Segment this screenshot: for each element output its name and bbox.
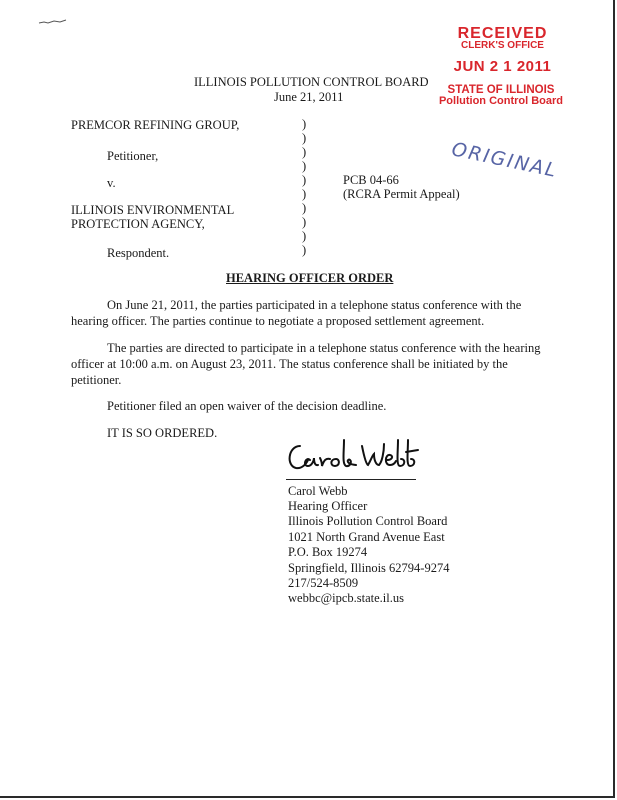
board-name: ILLINOIS POLLUTION CONTROL BOARD bbox=[194, 75, 429, 89]
petitioner-role: Petitioner, bbox=[107, 149, 159, 163]
paren-6: ) bbox=[302, 187, 307, 201]
header-date: June 21, 2011 bbox=[274, 90, 344, 104]
paren-3: ) bbox=[302, 145, 307, 159]
original-stamp: ORIGINAL bbox=[449, 138, 560, 183]
email-address: webbc@ipcb.state.il.us bbox=[288, 591, 404, 605]
petitioner-name: PREMCOR REFINING GROUP, bbox=[71, 118, 240, 132]
case-type: (RCRA Permit Appeal) bbox=[343, 187, 460, 201]
respondent-role: Respondent. bbox=[107, 246, 170, 260]
paren-4: ) bbox=[302, 159, 307, 173]
signer-organization: Illinois Pollution Control Board bbox=[288, 514, 448, 528]
scan-mark-icon bbox=[38, 18, 70, 26]
stamp-date: JUN 2 1 2011 bbox=[453, 58, 552, 75]
address-line-2: P.O. Box 19274 bbox=[288, 545, 368, 559]
paren-7: ) bbox=[302, 201, 307, 215]
paren-2: ) bbox=[302, 131, 307, 145]
respondent-name-line2: PROTECTION AGENCY, bbox=[71, 217, 205, 231]
stamp-clerks-office: CLERK'S OFFICE bbox=[461, 40, 544, 51]
case-number: PCB 04-66 bbox=[343, 173, 399, 187]
stamp-state: STATE OF ILLINOIS bbox=[447, 84, 555, 96]
order-title: HEARING OFFICER ORDER bbox=[226, 271, 394, 285]
paren-8: ) bbox=[302, 215, 307, 229]
address-line-1: 1021 North Grand Avenue East bbox=[288, 530, 445, 544]
stamp-received: RECEIVED bbox=[457, 25, 548, 42]
order-paragraph-3: Petitioner filed an open waiver of the decision deadline. bbox=[107, 399, 387, 413]
paren-10: ) bbox=[302, 243, 307, 257]
paren-9: ) bbox=[302, 229, 307, 243]
signature-line bbox=[286, 479, 416, 480]
signer-name: Carol Webb bbox=[288, 484, 348, 498]
handwritten-signature bbox=[284, 432, 424, 480]
versus: v. bbox=[107, 176, 116, 190]
paren-5: ) bbox=[302, 173, 307, 187]
signer-title: Hearing Officer bbox=[288, 499, 368, 513]
address-line-3: Springfield, Illinois 62794-9274 bbox=[288, 561, 450, 575]
stamp-board: Pollution Control Board bbox=[438, 95, 564, 107]
order-paragraph-2: The parties are directed to participate in a telephone status conference with the hearing officer at 10:00 a.m. on August 23, 2011. The status conference shall be initiated by the petitioner. bbox=[71, 341, 541, 387]
respondent-name-line1: ILLINOIS ENVIRONMENTAL bbox=[71, 203, 235, 217]
paren-1: ) bbox=[302, 117, 307, 131]
phone-number: 217/524-8509 bbox=[288, 576, 359, 590]
order-paragraph-1: On June 21, 2011, the parties participated in a telephone status conference with the hearing officer. The parties continue to negotiate a proposed settlement agreement. bbox=[71, 298, 522, 328]
order-closing: IT IS SO ORDERED. bbox=[107, 426, 218, 440]
